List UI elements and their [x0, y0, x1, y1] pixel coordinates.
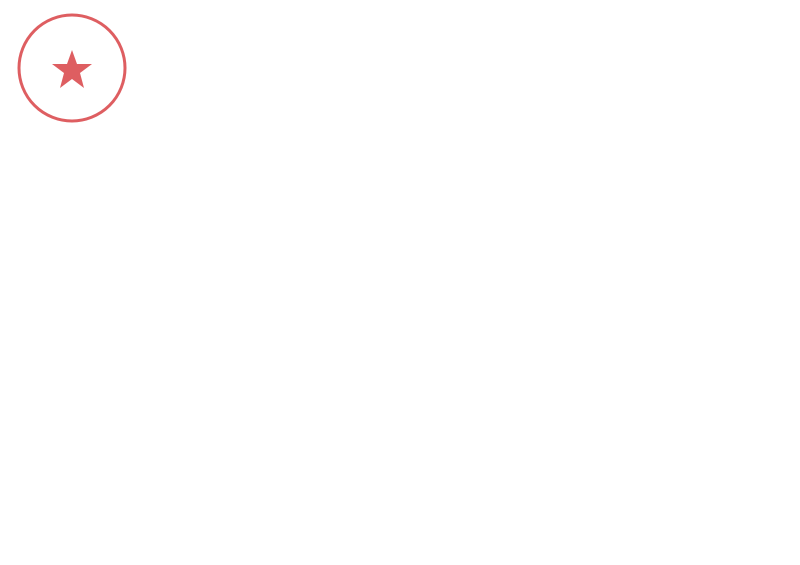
- office-seal: [12, 8, 132, 128]
